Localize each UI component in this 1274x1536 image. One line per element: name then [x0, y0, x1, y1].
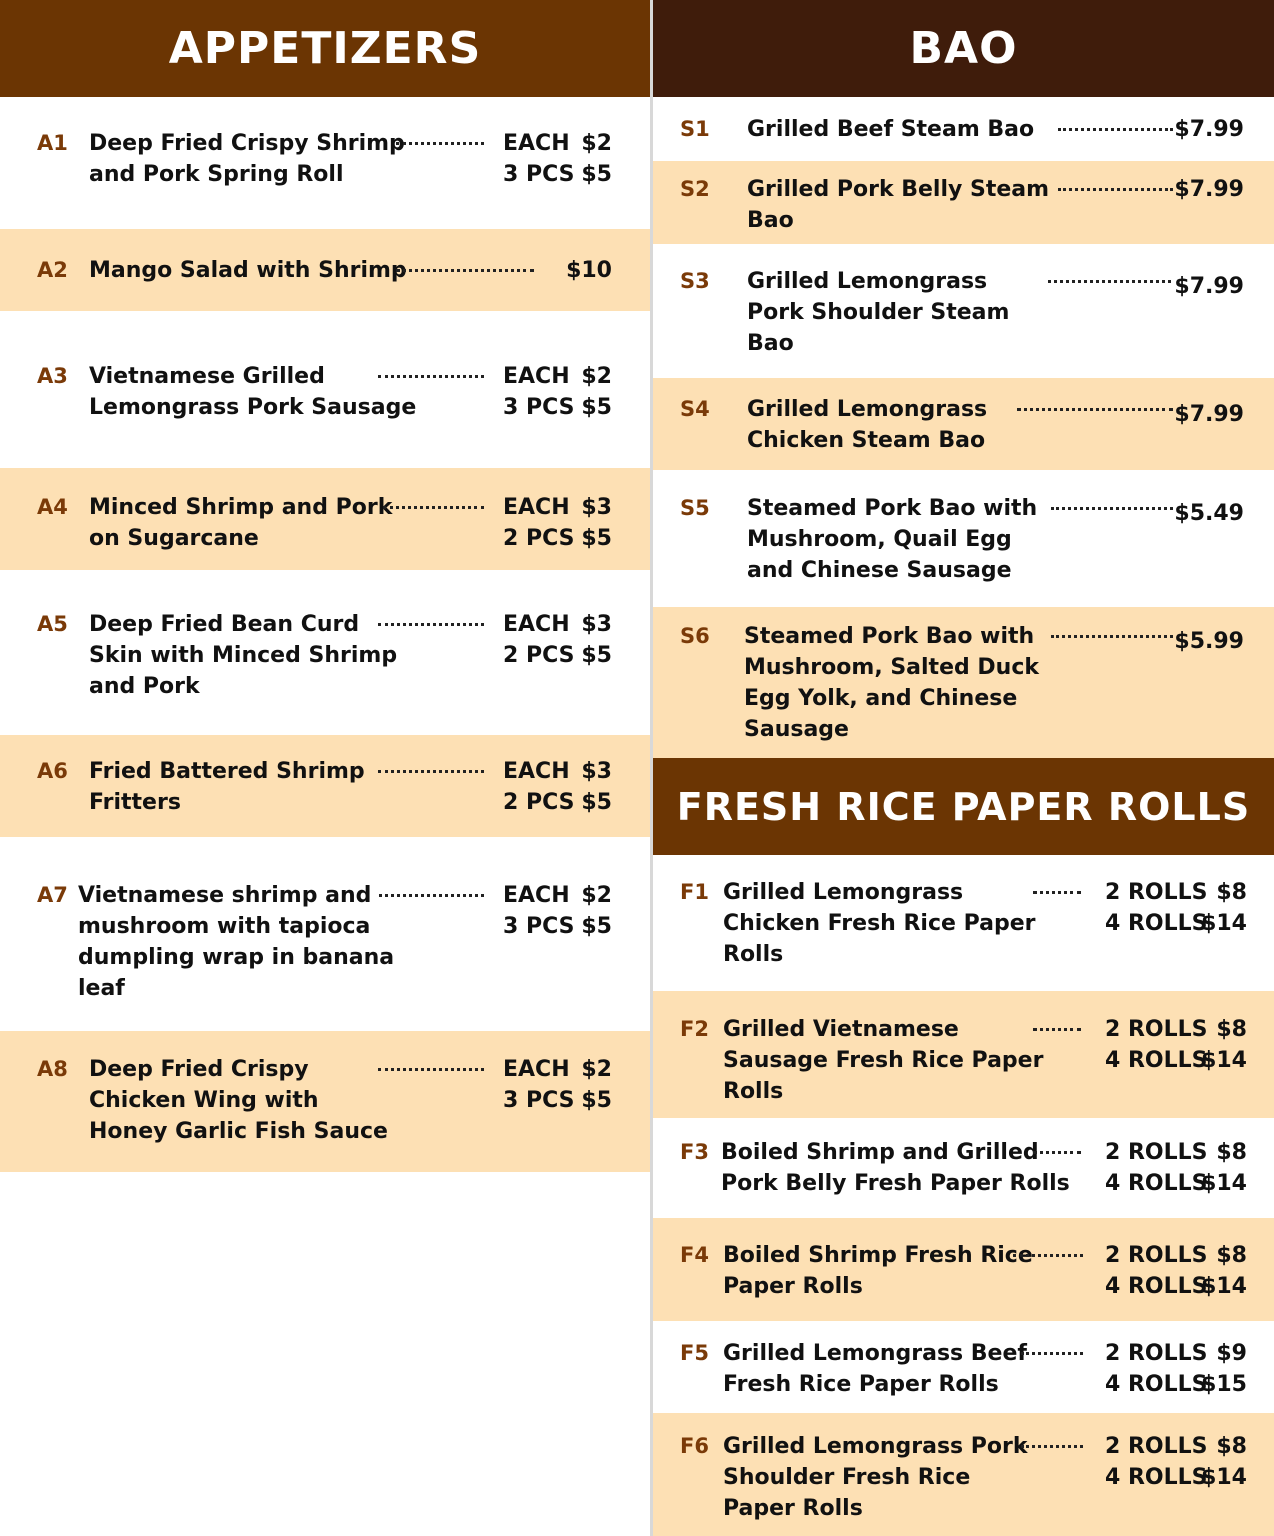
item-quantity: 2 PCS	[503, 643, 575, 668]
item-name-line: Grilled Lemongrass	[747, 269, 988, 294]
item-code: S5	[680, 496, 710, 520]
item-name-line: and Pork Spring Roll	[89, 162, 344, 187]
item-name-line: Fried Battered Shrimp	[89, 759, 365, 784]
item-code: A4	[37, 495, 68, 519]
item-price: $5	[581, 643, 612, 668]
item-price: $14	[1201, 1274, 1247, 1299]
item-name-line: Steamed Pork Bao with	[747, 496, 1038, 521]
item-price: $14	[1201, 911, 1247, 936]
item-quantity: 2 PCS	[503, 790, 575, 815]
item-code: S2	[680, 177, 710, 201]
item-quantity: EACH	[503, 883, 570, 908]
leader-dots	[379, 894, 484, 897]
item-quantity: EACH	[503, 364, 570, 389]
leader-dots	[1048, 280, 1171, 283]
item-name-line: Skin with Minced Shrimp	[89, 643, 398, 668]
item-price: $5	[581, 914, 612, 939]
leader-dots	[396, 269, 534, 272]
item-price: $7.99	[1174, 117, 1244, 142]
item-name-line: Mushroom, Salted Duck	[744, 655, 1040, 680]
item-name-line: Grilled Lemongrass Beef	[723, 1341, 1027, 1366]
item-price: $2	[581, 883, 612, 908]
item-price: $14	[1201, 1048, 1247, 1073]
item-name-line: and Chinese Sausage	[747, 558, 1012, 583]
item-code: F2	[680, 1017, 709, 1041]
item-code: A3	[37, 364, 68, 388]
item-quantity: EACH	[503, 1057, 570, 1082]
item-quantity: 4 ROLLS	[1105, 1171, 1208, 1196]
item-name-line: Chicken Fresh Rice Paper	[723, 911, 1036, 936]
item-code: A5	[37, 612, 68, 636]
item-name-line: Sausage Fresh Rice Paper	[723, 1048, 1044, 1073]
item-quantity: 3 PCS	[503, 914, 575, 939]
item-price: $9	[1216, 1341, 1247, 1366]
leader-dots	[378, 770, 484, 773]
item-name-line: Deep Fried Bean Curd	[89, 612, 360, 637]
item-quantity: 2 PCS	[503, 526, 575, 551]
item-name-line: Chicken Wing with	[89, 1088, 319, 1113]
item-price: $2	[581, 131, 612, 156]
item-name-line: Grilled Pork Belly Steam	[747, 177, 1050, 202]
item-name-line: on Sugarcane	[89, 526, 259, 551]
leader-dots	[378, 623, 484, 626]
item-name-line: Paper Rolls	[723, 1274, 863, 1299]
item-name-line: Sausage	[744, 717, 849, 742]
item-price: $3	[581, 612, 612, 637]
item-price: $14	[1201, 1171, 1247, 1196]
item-quantity: 3 PCS	[503, 162, 575, 187]
item-quantity: EACH	[503, 612, 570, 637]
bao-header: BAO	[653, 0, 1274, 97]
item-name-line: Grilled Lemongrass Pork	[723, 1434, 1028, 1459]
item-price: $5	[581, 1088, 612, 1113]
item-quantity: 2 ROLLS	[1105, 880, 1208, 905]
item-price: $3	[581, 759, 612, 784]
item-quantity: EACH	[503, 131, 570, 156]
item-name-line: Deep Fried Crispy	[89, 1057, 309, 1082]
item-name-line: Lemongrass Pork Sausage	[89, 395, 417, 420]
item-name-line: Boiled Shrimp Fresh Rice	[723, 1243, 1033, 1268]
item-price: $2	[581, 364, 612, 389]
item-code: S4	[680, 397, 710, 421]
item-code: F6	[680, 1434, 709, 1458]
leader-dots	[383, 506, 484, 509]
item-code: S1	[680, 117, 710, 141]
item-name-line: Bao	[747, 208, 794, 233]
item-price: $5.49	[1174, 501, 1244, 526]
item-price: $3	[581, 495, 612, 520]
item-quantity: 4 ROLLS	[1105, 1274, 1208, 1299]
leader-dots	[396, 142, 484, 145]
item-quantity: 2 ROLLS	[1105, 1017, 1208, 1042]
item-code: F3	[680, 1140, 709, 1164]
right-column	[650, 0, 1274, 1536]
leader-dots	[1017, 408, 1173, 411]
item-quantity: 3 PCS	[503, 1088, 575, 1113]
item-name-line: Chicken Steam Bao	[747, 428, 986, 453]
item-name-line: Fritters	[89, 790, 181, 815]
item-code: A8	[37, 1057, 68, 1081]
item-name-line: mushroom with tapioca	[78, 914, 371, 939]
item-name-line: Grilled Beef Steam Bao	[747, 117, 1035, 142]
leader-dots	[1058, 188, 1173, 191]
item-code: A2	[37, 258, 68, 282]
leader-dots	[1051, 635, 1173, 638]
item-name-line: Bao	[747, 331, 794, 356]
item-price: $5.99	[1174, 629, 1244, 654]
leader-dots	[1021, 1352, 1083, 1355]
leader-dots	[1058, 128, 1173, 131]
item-quantity: 3 PCS	[503, 395, 575, 420]
item-price: $8	[1216, 880, 1247, 905]
item-quantity: 2 ROLLS	[1105, 1243, 1208, 1268]
item-price: $5	[581, 395, 612, 420]
item-price: $8	[1216, 1434, 1247, 1459]
leader-dots	[378, 375, 484, 378]
item-name-line: Paper Rolls	[723, 1496, 863, 1521]
item-name-line: Boiled Shrimp and Grilled	[721, 1140, 1039, 1165]
item-name-line: Rolls	[723, 1079, 784, 1104]
item-name-line: Vietnamese Grilled	[89, 364, 325, 389]
item-code: F5	[680, 1341, 709, 1365]
item-name-line: Pork Belly Fresh Paper Rolls	[721, 1171, 1070, 1196]
item-name-line: Steamed Pork Bao with	[744, 624, 1035, 649]
item-quantity: EACH	[503, 495, 570, 520]
item-price: $14	[1201, 1465, 1247, 1490]
item-quantity: 2 ROLLS	[1105, 1341, 1208, 1366]
item-code: S6	[680, 624, 710, 648]
item-quantity: 4 ROLLS	[1105, 1372, 1208, 1397]
item-name-line: Deep Fried Crispy Shrimp	[89, 131, 405, 156]
item-name-line: Vietnamese shrimp and	[78, 883, 372, 908]
item-name-line: Mushroom, Quail Egg	[747, 527, 1012, 552]
item-code: A7	[37, 883, 68, 907]
item-quantity: 2 ROLLS	[1105, 1434, 1208, 1459]
item-name-line: Rolls	[723, 942, 784, 967]
item-price: $5	[581, 162, 612, 187]
item-name-line: Mango Salad with Shrimp	[89, 258, 407, 283]
item-name-line: Grilled Lemongrass	[747, 397, 988, 422]
item-name-line: Grilled Lemongrass	[723, 880, 964, 905]
item-name-line: leaf	[78, 976, 125, 1001]
leader-dots	[1033, 1028, 1081, 1031]
item-quantity: 4 ROLLS	[1105, 1465, 1208, 1490]
item-name-line: Shoulder Fresh Rice	[723, 1465, 971, 1490]
appetizers-header: APPETIZERS	[0, 0, 650, 97]
leader-dots	[1051, 507, 1173, 510]
item-name-line: Fresh Rice Paper Rolls	[723, 1372, 999, 1397]
leader-dots	[1021, 1445, 1083, 1448]
item-name-line: Pork Shoulder Steam	[747, 300, 1010, 325]
item-quantity: 2 ROLLS	[1105, 1140, 1208, 1165]
item-name-line: Egg Yolk, and Chinese	[744, 686, 1018, 711]
item-code: F1	[680, 880, 709, 904]
leader-dots	[1033, 891, 1081, 894]
item-price: $5	[581, 790, 612, 815]
item-price: $8	[1216, 1017, 1247, 1042]
item-name-line: and Pork	[89, 674, 200, 699]
item-price: $15	[1201, 1372, 1247, 1397]
item-price: $7.99	[1174, 402, 1244, 427]
item-name-line: Honey Garlic Fish Sauce	[89, 1119, 388, 1144]
item-name-line: Grilled Vietnamese	[723, 1017, 959, 1042]
item-price: $10	[566, 258, 612, 283]
item-quantity: EACH	[503, 759, 570, 784]
item-code: A6	[37, 759, 68, 783]
item-price: $7.99	[1174, 274, 1244, 299]
item-price: $5	[581, 526, 612, 551]
item-code: F4	[680, 1243, 709, 1267]
item-price: $8	[1216, 1140, 1247, 1165]
leader-dots	[1013, 1254, 1083, 1257]
item-price: $2	[581, 1057, 612, 1082]
item-code: A1	[37, 131, 68, 155]
item-name-line: Minced Shrimp and Pork	[89, 495, 393, 520]
rolls-header: FRESH RICE PAPER ROLLS	[653, 758, 1274, 855]
item-name-line: dumpling wrap in banana	[78, 945, 395, 970]
item-quantity: 4 ROLLS	[1105, 911, 1208, 936]
item-price: $7.99	[1174, 177, 1244, 202]
leader-dots	[1033, 1151, 1081, 1154]
leader-dots	[378, 1068, 484, 1071]
item-quantity: 4 ROLLS	[1105, 1048, 1208, 1073]
item-price: $8	[1216, 1243, 1247, 1268]
item-code: S3	[680, 269, 710, 293]
